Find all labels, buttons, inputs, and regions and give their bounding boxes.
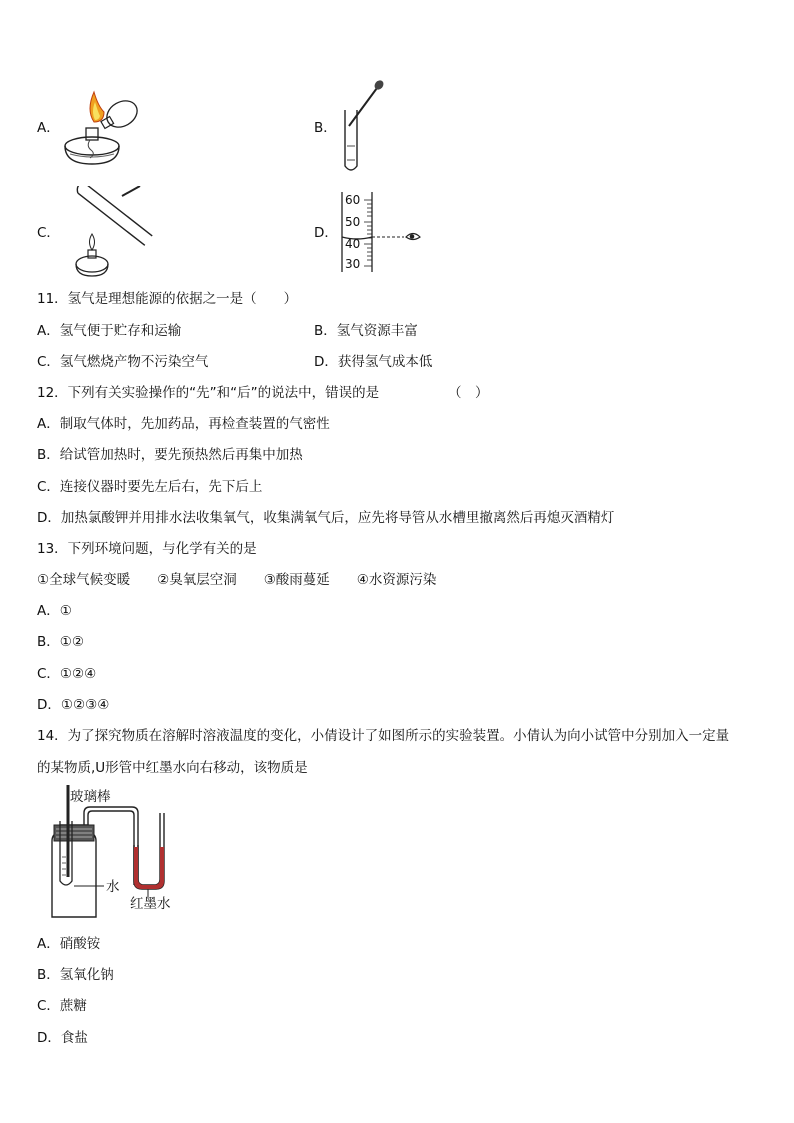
q12-stem: 12．下列有关实验操作的“先”和“后”的说法中，错误的是 (37, 385, 380, 401)
q14-option-b[interactable]: B．氢氧化钠 (37, 967, 114, 983)
q14-label-water: 水 (106, 879, 120, 895)
q14-stem-line-1: 14．为了探究物质在溶解时溶液温度的变化，小倩设计了如图所示的实验装置。小倩认为向小试管中分别加入一定量 (37, 728, 730, 744)
cylinder-tick-30: 30 (345, 257, 361, 271)
q14-option-a[interactable]: A．硝酸铵 (37, 936, 101, 952)
q13-option-c[interactable]: C．①②④ (37, 666, 97, 682)
q10-option-a-label: A． (37, 120, 60, 136)
cylinder-tick-50: 50 (345, 215, 361, 229)
q10-figure-d-graduated-cylinder (338, 190, 428, 276)
q13-option-a[interactable]: A．① (37, 603, 72, 619)
q11-stem: 11．氢气是理想能源的依据之一是（ ） (37, 291, 298, 307)
q10-option-c-label: C． (37, 225, 60, 241)
cylinder-tick-60: 60 (345, 193, 361, 207)
q10-figure-a-lighting-lamp (60, 84, 150, 174)
q11-option-d[interactable]: D．获得氢气成本低 (314, 354, 433, 370)
q14-option-d[interactable]: D．食盐 (37, 1030, 88, 1046)
q12-option-c[interactable]: C．连接仪器时要先左后右，先下后上 (37, 479, 263, 495)
q14-label-red-ink: 红墨水 (130, 896, 171, 912)
q14-label-glass-rod: 玻璃棒 (70, 789, 111, 805)
q14-option-c[interactable]: C．蔗糖 (37, 998, 87, 1014)
cylinder-tick-40: 40 (345, 237, 361, 251)
q13-items: ①全球气候变暖 ②臭氧层空洞 ③酸雨蔓延 ④水资源污染 (37, 572, 437, 588)
q12-option-d[interactable]: D．加热氯酸钾并用排水法收集氧气，收集满氧气后，应先将导管从水槽里撤离然后再熄灭酒精灯 (37, 510, 615, 526)
q10-option-b-label: B． (314, 120, 337, 136)
q14-figure-u-tube-apparatus (40, 785, 200, 920)
q11-option-a[interactable]: A．氢气便于贮存和运输 (37, 323, 182, 339)
q12-option-b[interactable]: B．给试管加热时，要先预热然后再集中加热 (37, 447, 303, 463)
q13-stem: 13．下列环境问题，与化学有关的是 (37, 541, 257, 557)
q12-answer-paren: （ ） (448, 385, 489, 401)
q10-figure-c-heating-test-tube (62, 186, 172, 278)
q13-option-d[interactable]: D．①②③④ (37, 697, 110, 713)
q14-stem-line-2: 的某物质,U形管中红墨水向右移动，该物质是 (37, 760, 308, 776)
q12-option-a[interactable]: A．制取气体时，先加药品，再检查装置的气密性 (37, 416, 330, 432)
q11-option-c[interactable]: C．氢气燃烧产物不污染空气 (37, 354, 209, 370)
q13-option-b[interactable]: B．①② (37, 634, 84, 650)
q11-option-b[interactable]: B．氢气资源丰富 (314, 323, 418, 339)
q10-option-d-label: D． (314, 225, 338, 241)
q10-figure-b-dropper-test-tube (335, 76, 395, 176)
